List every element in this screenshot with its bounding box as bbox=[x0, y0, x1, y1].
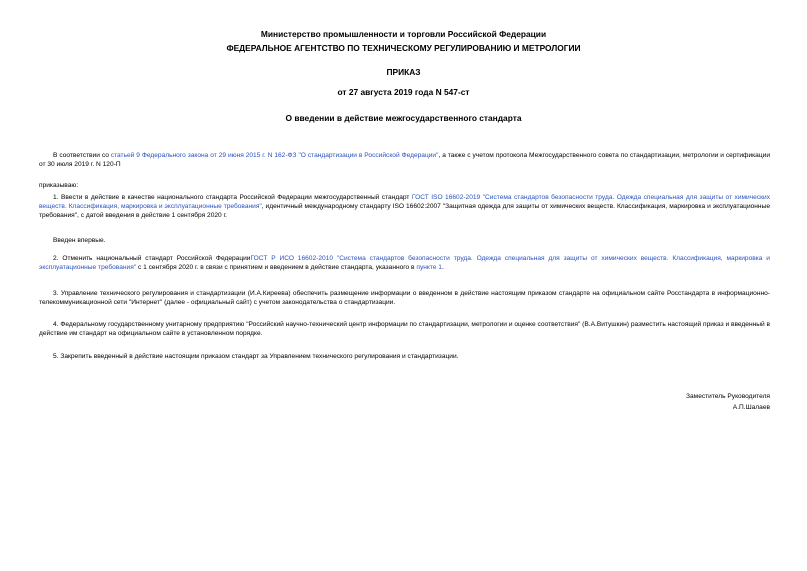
document-type: ПРИКАЗ bbox=[386, 67, 421, 77]
item-1-text-1: 1. Ввести в действие в качестве национального стандарта Российской Федерации межгосударственный стандарт bbox=[53, 194, 412, 201]
item-1-text-2: , идентичный международному стандарту ISO 16602:2007 "Защитная одежда для защиты от химических веществ. Классификация, маркировка и эксплуатационные требования", с датой введения в действие 1 сентября 2020 г. bbox=[39, 203, 770, 220]
signature-position: Заместитель Руководителя bbox=[686, 393, 770, 400]
item-4: 4. Федеральному государственному унитарному предприятию "Российский научно-технический центр информации по стандартизации, метрологии и оценке соответствия" (В.А.Витушкин) разместить настоящий приказ и введенный в действие им стандарт на официальном сайте в установленном порядке. bbox=[39, 321, 770, 338]
document-subject: О введении в действие межгосударственного стандарта bbox=[285, 113, 522, 123]
item-3: 3. Управление технического регулирования и стандартизации (И.А.Киреева) обеспечить размещение информации о введенном в действие настоящим приказом стандарте на официальном сайте Росстандарта в информационно-телекоммуникационной сети "Интернет" (далее - официальный сайт) с учетом законодательства о стандартизации. bbox=[39, 290, 770, 307]
item-1 bbox=[39, 193, 770, 221]
document-date-number: от 27 августа 2019 года N 547-ст bbox=[337, 87, 470, 97]
signature-name: А.П.Шалаев bbox=[732, 404, 770, 411]
orders-label: приказываю: bbox=[39, 182, 79, 189]
preamble-text-1: В соответствии со bbox=[53, 152, 111, 159]
ministry-name: Министерство промышленности и торговли Российской Федерации bbox=[260, 29, 547, 39]
introduced-first: Введен впервые. bbox=[53, 237, 106, 244]
preamble-text-2: , а также с учетом протокола Межгосударственного совета по стандартизации, метрологии и сертификации от 30 июля 2019 г. N 120-П bbox=[39, 152, 770, 169]
item-2-text-1: 2. Отменить национальный стандарт Российской Федерации bbox=[53, 255, 251, 262]
item-2-text-2: с 1 сентября 2020 г. в связи с принятием и введением в действие стандарта, указанного в bbox=[136, 264, 417, 272]
point-1-link[interactable]: пункте 1 bbox=[416, 264, 442, 272]
paragraph-preamble bbox=[39, 151, 770, 169]
gost-r-iso-16602-2010-link[interactable]: ГОСТ Р ИСО 16602-2010 "Система стандартов безопасности труда. Одежда специальная для защиты от химических веществ. Классификация, маркировка и эксплуатационные требования" bbox=[39, 255, 770, 272]
gost-iso-16602-2019-link[interactable]: ГОСТ ISO 16602-2019 "Система стандартов безопасности труда. Одежда специальная для защиты от химических веществ. Классификация, маркировка и эксплуатационные требования" bbox=[39, 194, 771, 211]
item-5: 5. Закрепить введенный в действие настоящим приказом стандарт за Управлением технического регулирования и стандартизации. bbox=[53, 353, 459, 360]
item-2-text-3: . bbox=[441, 264, 444, 272]
agency-name: ФЕДЕРАЛЬНОЕ АГЕНТСТВО ПО ТЕХНИЧЕСКОМУ РЕГУЛИРОВАНИЮ И МЕТРОЛОГИИ bbox=[226, 43, 581, 53]
item-2 bbox=[39, 254, 770, 272]
law-link[interactable]: статьей 9 Федерального закона от 29 июня 2015 г. N 162-ФЗ "О стандартизации в Российской Федерации" bbox=[110, 152, 439, 159]
